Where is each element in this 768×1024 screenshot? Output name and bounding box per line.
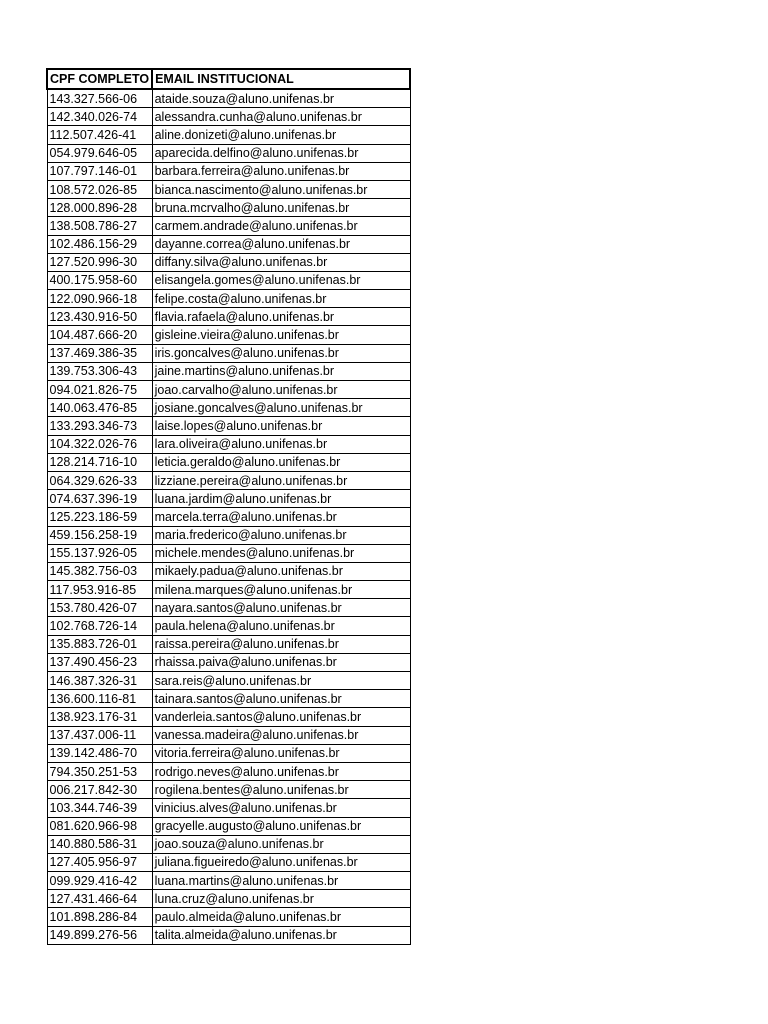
email-cell: paula.helena@aluno.unifenas.br [152, 617, 410, 635]
cpf-cell: 153.780.426-07 [47, 599, 152, 617]
table-row [47, 326, 410, 344]
cpf-cell: 122.090.966-18 [47, 290, 152, 308]
email-cell: alessandra.cunha@aluno.unifenas.br [152, 108, 410, 126]
email-cell: iris.goncalves@aluno.unifenas.br [152, 344, 410, 362]
cpf-cell: 104.487.666-20 [47, 326, 152, 344]
cpf-cell: 459.156.258-19 [47, 526, 152, 544]
cpf-cell: 081.620.966-98 [47, 817, 152, 835]
table-row [47, 362, 410, 380]
cpf-cell: 064.329.626-33 [47, 471, 152, 489]
table-body [47, 89, 410, 944]
table-row [47, 526, 410, 544]
table-row [47, 799, 410, 817]
cpf-cell: 149.899.276-56 [47, 926, 152, 944]
email-cell: raissa.pereira@aluno.unifenas.br [152, 635, 410, 653]
table-row [47, 308, 410, 326]
table-row [47, 108, 410, 126]
email-cell: luana.jardim@aluno.unifenas.br [152, 490, 410, 508]
email-cell: luna.cruz@aluno.unifenas.br [152, 890, 410, 908]
table-row [47, 544, 410, 562]
email-cell: rodrigo.neves@aluno.unifenas.br [152, 762, 410, 780]
header-email: EMAIL INSTITUCIONAL [152, 69, 410, 89]
table-row [47, 653, 410, 671]
cpf-cell: 140.063.476-85 [47, 399, 152, 417]
email-cell: gisleine.vieira@aluno.unifenas.br [152, 326, 410, 344]
email-cell: bruna.mcrvalho@aluno.unifenas.br [152, 199, 410, 217]
email-cell: sara.reis@aluno.unifenas.br [152, 672, 410, 690]
cpf-cell: 103.344.746-39 [47, 799, 152, 817]
cpf-cell: 136.600.116-81 [47, 690, 152, 708]
cpf-cell: 145.382.756-03 [47, 562, 152, 580]
table-row [47, 344, 410, 362]
cpf-cell: 094.021.826-75 [47, 381, 152, 399]
table-row [47, 817, 410, 835]
table-row [47, 835, 410, 853]
table-row [47, 290, 410, 308]
cpf-cell: 137.490.456-23 [47, 653, 152, 671]
table-row [47, 890, 410, 908]
cpf-cell: 104.322.026-76 [47, 435, 152, 453]
email-cell: marcela.terra@aluno.unifenas.br [152, 508, 410, 526]
cpf-cell: 127.405.956-97 [47, 853, 152, 871]
cpf-cell: 102.768.726-14 [47, 617, 152, 635]
table-row [47, 453, 410, 471]
cpf-cell: 139.753.306-43 [47, 362, 152, 380]
email-cell: vitoria.ferreira@aluno.unifenas.br [152, 744, 410, 762]
email-cell: michele.mendes@aluno.unifenas.br [152, 544, 410, 562]
table-row [47, 235, 410, 253]
email-cell: leticia.geraldo@aluno.unifenas.br [152, 453, 410, 471]
email-cell: juliana.figueiredo@aluno.unifenas.br [152, 853, 410, 871]
cpf-cell: 146.387.326-31 [47, 672, 152, 690]
table-row [47, 762, 410, 780]
header-cpf: CPF COMPLETO [47, 69, 152, 89]
table-row [47, 744, 410, 762]
email-cell: elisangela.gomes@aluno.unifenas.br [152, 271, 410, 289]
email-cell: rhaissa.paiva@aluno.unifenas.br [152, 653, 410, 671]
cpf-cell: 102.486.156-29 [47, 235, 152, 253]
cpf-cell: 006.217.842-30 [47, 781, 152, 799]
email-cell: nayara.santos@aluno.unifenas.br [152, 599, 410, 617]
email-cell: ataide.souza@aluno.unifenas.br [152, 89, 410, 108]
cpf-cell: 137.437.006-11 [47, 726, 152, 744]
table-row [47, 635, 410, 653]
email-cell: flavia.rafaela@aluno.unifenas.br [152, 308, 410, 326]
cpf-cell: 123.430.916-50 [47, 308, 152, 326]
cpf-cell: 117.953.916-85 [47, 581, 152, 599]
cpf-cell: 054.979.646-05 [47, 144, 152, 162]
table-row [47, 562, 410, 580]
email-cell: tainara.santos@aluno.unifenas.br [152, 690, 410, 708]
cpf-cell: 074.637.396-19 [47, 490, 152, 508]
cpf-cell: 155.137.926-05 [47, 544, 152, 562]
table-row [47, 908, 410, 926]
table-row [47, 199, 410, 217]
email-cell: maria.frederico@aluno.unifenas.br [152, 526, 410, 544]
email-cell: vinicius.alves@aluno.unifenas.br [152, 799, 410, 817]
table-row [47, 690, 410, 708]
email-cell: vanessa.madeira@aluno.unifenas.br [152, 726, 410, 744]
table-row [47, 781, 410, 799]
cpf-cell: 140.880.586-31 [47, 835, 152, 853]
email-cell: laise.lopes@aluno.unifenas.br [152, 417, 410, 435]
cpf-cell: 139.142.486-70 [47, 744, 152, 762]
table-row [47, 162, 410, 180]
table-row [47, 926, 410, 944]
cpf-cell: 127.520.996-30 [47, 253, 152, 271]
table-row [47, 872, 410, 890]
email-cell: lara.oliveira@aluno.unifenas.br [152, 435, 410, 453]
email-cell: rogilena.bentes@aluno.unifenas.br [152, 781, 410, 799]
email-cell: paulo.almeida@aluno.unifenas.br [152, 908, 410, 926]
cpf-cell: 138.923.176-31 [47, 708, 152, 726]
email-cell: dayanne.correa@aluno.unifenas.br [152, 235, 410, 253]
table-row [47, 672, 410, 690]
table-row [47, 726, 410, 744]
cpf-cell: 125.223.186-59 [47, 508, 152, 526]
table-row [47, 144, 410, 162]
cpf-cell: 143.327.566-06 [47, 89, 152, 108]
table-row [47, 381, 410, 399]
cpf-cell: 099.929.416-42 [47, 872, 152, 890]
cpf-cell: 142.340.026-74 [47, 108, 152, 126]
table-row [47, 217, 410, 235]
email-cell: diffany.silva@aluno.unifenas.br [152, 253, 410, 271]
cpf-cell: 127.431.466-64 [47, 890, 152, 908]
cpf-cell: 135.883.726-01 [47, 635, 152, 653]
email-cell: barbara.ferreira@aluno.unifenas.br [152, 162, 410, 180]
table-row [47, 599, 410, 617]
email-cell: jaine.martins@aluno.unifenas.br [152, 362, 410, 380]
email-cell: vanderleia.santos@aluno.unifenas.br [152, 708, 410, 726]
table-row [47, 617, 410, 635]
table-row [47, 490, 410, 508]
table-row [47, 471, 410, 489]
table-row [47, 399, 410, 417]
table-row [47, 508, 410, 526]
cpf-cell: 400.175.958-60 [47, 271, 152, 289]
email-cell: bianca.nascimento@aluno.unifenas.br [152, 180, 410, 198]
table-row [47, 435, 410, 453]
email-cell: joao.carvalho@aluno.unifenas.br [152, 381, 410, 399]
table-row [47, 853, 410, 871]
cpf-cell: 794.350.251-53 [47, 762, 152, 780]
email-cell: mikaely.padua@aluno.unifenas.br [152, 562, 410, 580]
email-cell: gracyelle.augusto@aluno.unifenas.br [152, 817, 410, 835]
table-row [47, 581, 410, 599]
email-cell: luana.martins@aluno.unifenas.br [152, 872, 410, 890]
student-email-table [46, 68, 411, 945]
email-cell: josiane.goncalves@aluno.unifenas.br [152, 399, 410, 417]
email-cell: lizziane.pereira@aluno.unifenas.br [152, 471, 410, 489]
email-cell: carmem.andrade@aluno.unifenas.br [152, 217, 410, 235]
table-row [47, 271, 410, 289]
table-row [47, 89, 410, 108]
email-cell: aparecida.delfino@aluno.unifenas.br [152, 144, 410, 162]
cpf-cell: 112.507.426-41 [47, 126, 152, 144]
email-cell: aline.donizeti@aluno.unifenas.br [152, 126, 410, 144]
table-row [47, 180, 410, 198]
table-row [47, 417, 410, 435]
table-row [47, 708, 410, 726]
table-row [47, 126, 410, 144]
cpf-cell: 138.508.786-27 [47, 217, 152, 235]
email-cell: talita.almeida@aluno.unifenas.br [152, 926, 410, 944]
cpf-cell: 101.898.286-84 [47, 908, 152, 926]
cpf-cell: 128.214.716-10 [47, 453, 152, 471]
email-cell: joao.souza@aluno.unifenas.br [152, 835, 410, 853]
cpf-cell: 108.572.026-85 [47, 180, 152, 198]
email-cell: felipe.costa@aluno.unifenas.br [152, 290, 410, 308]
cpf-cell: 107.797.146-01 [47, 162, 152, 180]
cpf-cell: 128.000.896-28 [47, 199, 152, 217]
cpf-cell: 133.293.346-73 [47, 417, 152, 435]
cpf-cell: 137.469.386-35 [47, 344, 152, 362]
header-row [47, 69, 410, 89]
email-cell: milena.marques@aluno.unifenas.br [152, 581, 410, 599]
table-row [47, 253, 410, 271]
